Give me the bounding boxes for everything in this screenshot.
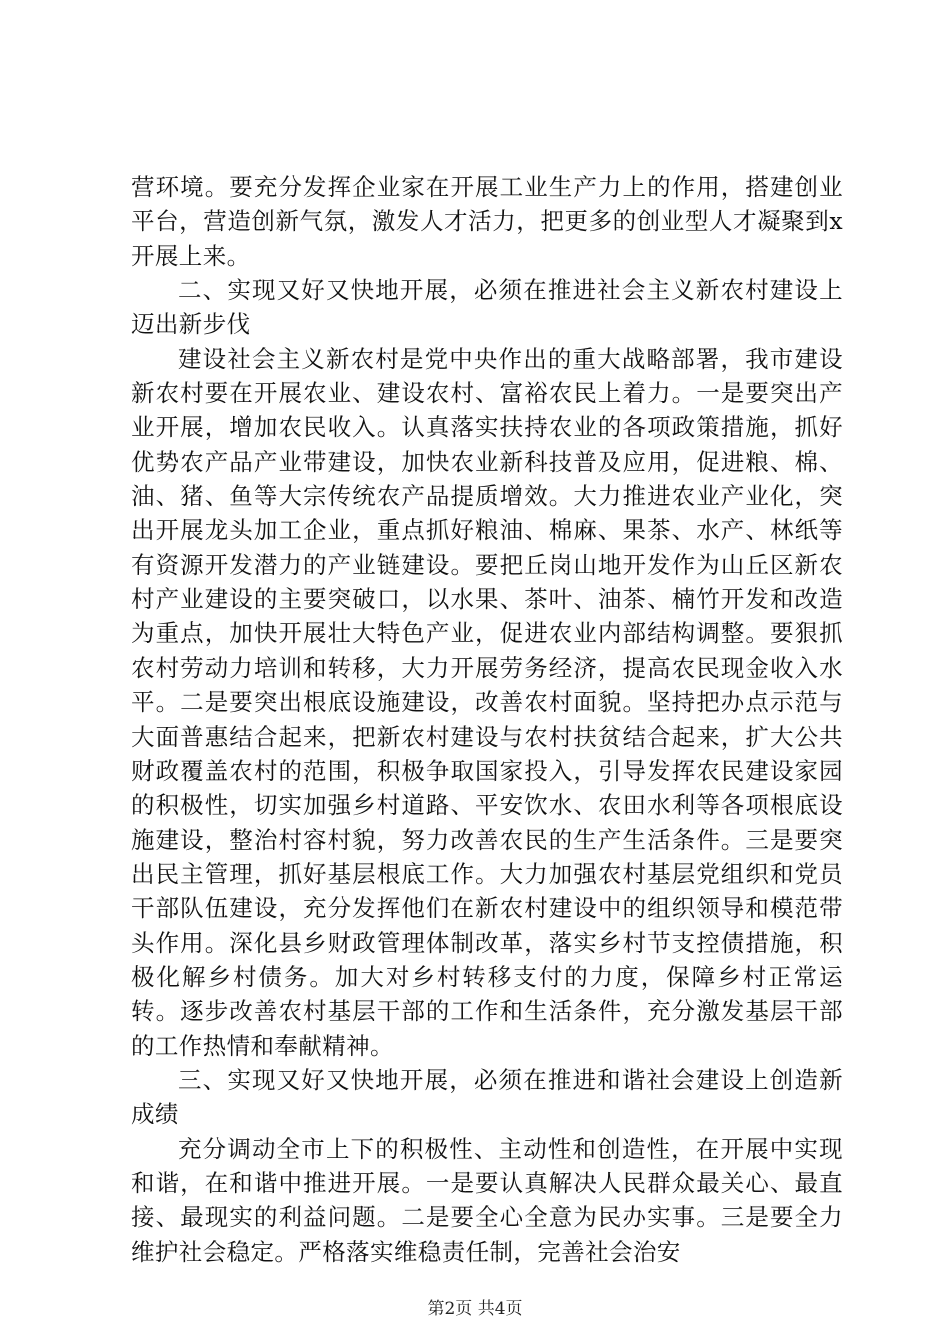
paragraph-new-countryside: 建设社会主义新农村是党中央作出的重大战略部署，我市建设新农村要在开展农业、建设农村、富裕农民上着力。一是要突出产业开展，增加农民收入。认真落实扶持农业的各项政策措施，抓好优势农产品产业带建设，加快农业新科技普及应用，促进粮、棉、油、猪、鱼等大宗传统农产品提质增效。大力推进农业产业化，突出开展龙头加工企业，重点抓好粮油、棉麻、果茶、水产、林纸等有资源开发潜力的产业链建设。要把丘岗山地开发作为山丘区新农村产业建设的主要突破口，以水果、茶叶、油茶、楠竹开发和改造为重点，加快开展壮大特色产业，促进农业内部结构调整。要狠抓农村劳动力培训和转移，大力开展劳务经济，提高农民现金收入水平。二是要突出根底设施建设，改善农村面貌。坚持把办点示范与大面普惠结合起来，把新农村建设与农村扶贫结合起来，扩大公共财政覆盖农村的范围，积极争取国家投入，引导发挥农民建设家园的积极性，切实加强乡村道路、平安饮水、农田水利等各项根底设施建设，整治村容村貌，努力改善农民的生产生活条件。三是要突出民主管理，抓好基层根底工作。大力加强农村基层党组织和党员干部队伍建设，充分发挥他们在新农村建设中的组织领导和模范带头作用。深化县乡财政管理体制改革，落实乡村节支控债措施，积极化解乡村债务。加大对乡村转移支付的力度，保障乡村正常运转。逐步改善农村基层干部的工作和生活条件，充分激发基层干部的工作热情和奉献精神。 (131, 344, 843, 1060)
page-footer: 第2页 共4页 (427, 1299, 523, 1319)
body-text (131, 170, 843, 1269)
section-heading-2: 二、实现又好又快地开展，必须在推进社会主义新农村建设上迈出新步伐 (131, 276, 843, 339)
paragraph-harmonious-society: 充分调动全市上下的积极性、主动性和创造性，在开展中实现和谐，在和谐中推进开展。一是要认真解决人民群众最关心、最直接、最现实的利益问题。二是要全心全意为民办实事。三是要全力维护社会稳定。严格落实维稳责任制，完善社会治安 (131, 1134, 843, 1266)
section-heading-3: 三、实现又好又快地开展，必须在推进和谐社会建设上创造新成绩 (131, 1065, 843, 1129)
paragraph-continuation: 营环境。要充分发挥企业家在开展工业生产力上的作用，搭建创业平台，营造创新气氛，激发人才活力，把更多的创业型人才凝聚到x开展上来。 (131, 173, 843, 270)
